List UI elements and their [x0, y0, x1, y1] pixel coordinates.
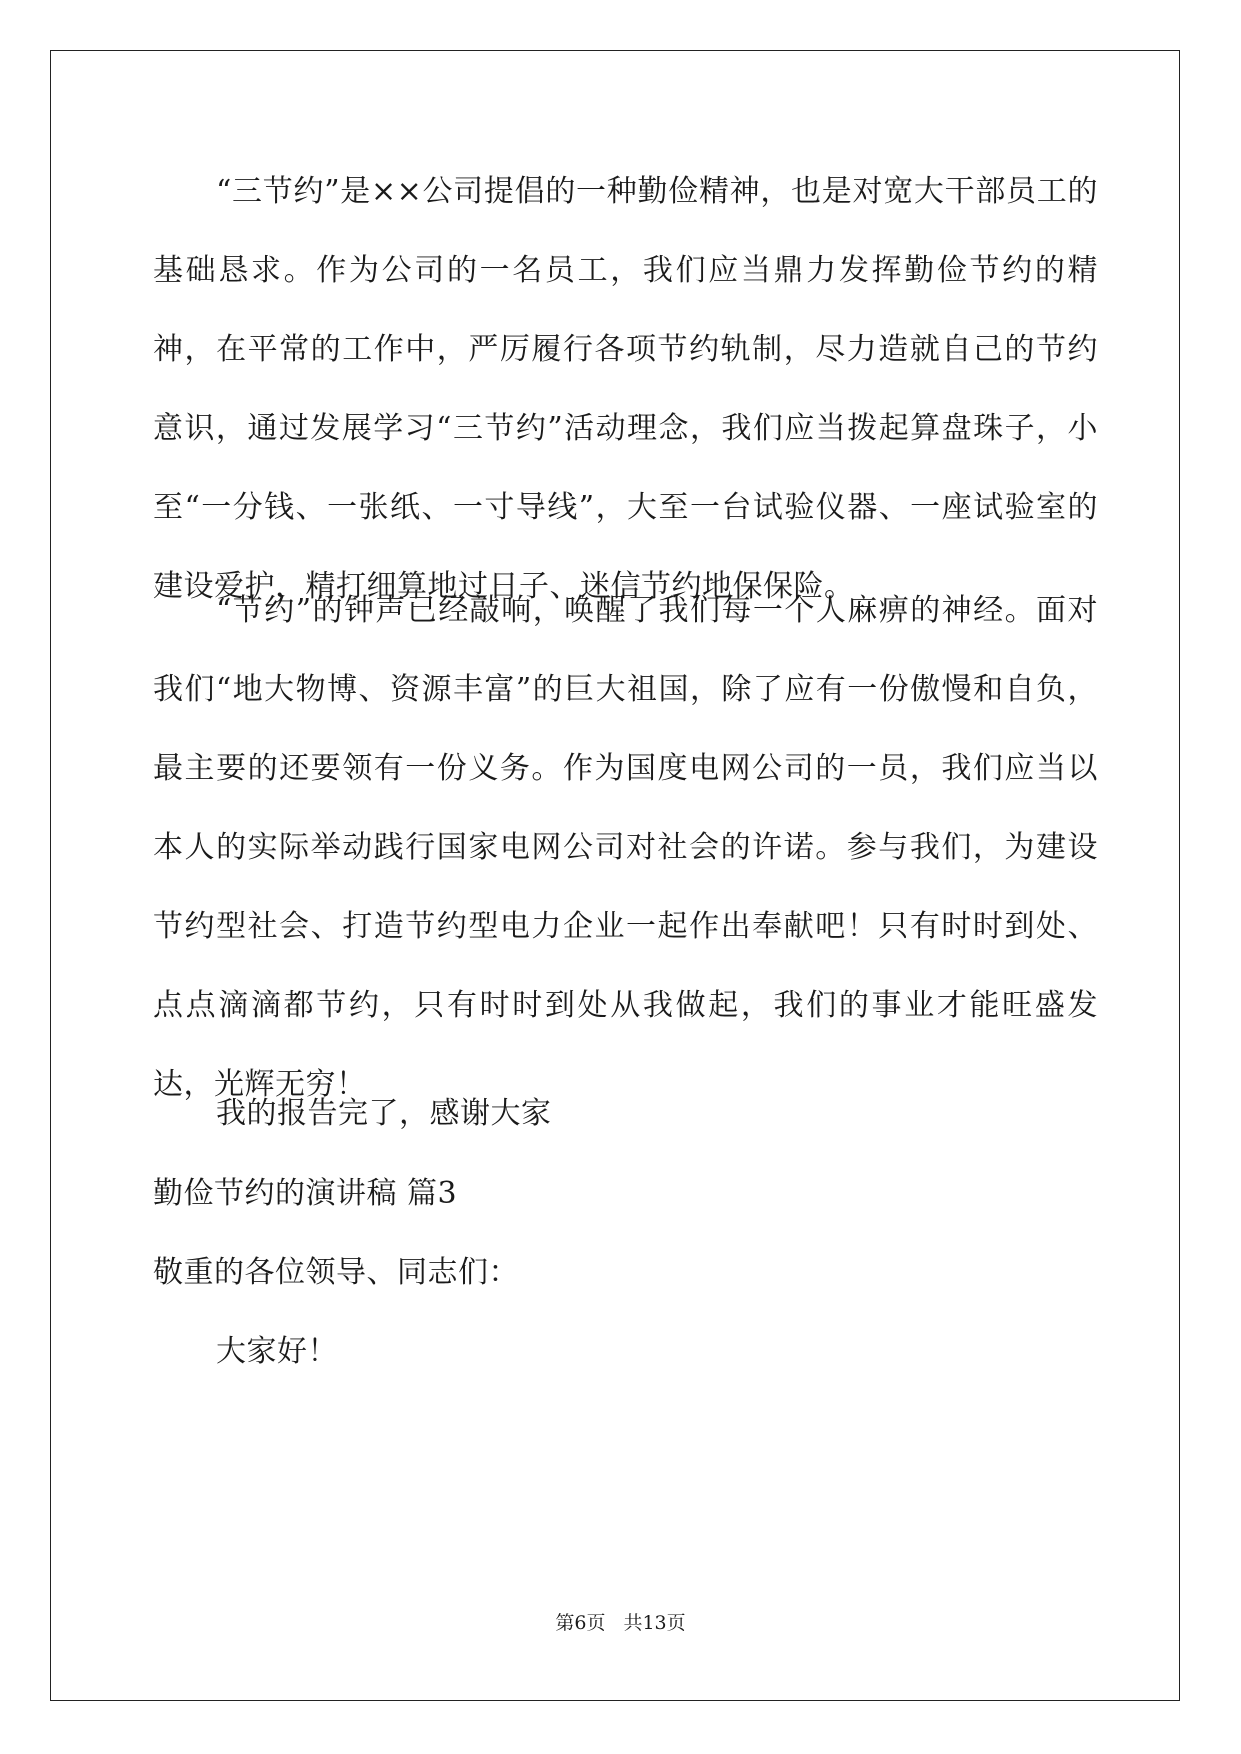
page-number-total: 共13页 — [623, 1612, 686, 1634]
greeting: 大家好！ — [216, 1334, 338, 1369]
closing-line: 我的报告完了，感谢大家 — [216, 1096, 552, 1131]
body-paragraph-2: “节约”的钟声已经敲响，唤醒了我们每一个人麻痹的神经。面对我们“地大物博、资源丰富”的巨大祖国，除了应有一份傲慢和自负，最主要的还要领有一份义务。作为国度电网公司的一员，我们应当以本人的实际举动践行国家电网公司对社会的许诺。参与我们，为建设节约型社会、打造节约型电力企业一起作出奉献吧！只有时时到处、点点滴滴都节约，只有时时到处从我做起，我们的事业才能旺盛发达，光辉无穷！ — [153, 593, 1098, 1102]
section-title: 勤俭节约的演讲稿 篇3 — [153, 1176, 458, 1211]
salutation: 敬重的各位领导、同志们： — [153, 1255, 519, 1290]
page-number-current: 第6页 — [555, 1612, 606, 1634]
body-paragraph-1: “三节约”是××公司提倡的一种勤俭精神，也是对宽大干部员工的基础恳求。作为公司的一名员工，我们应当鼎力发挥勤俭节约的精神，在平常的工作中，严厉履行各项节约轨制，尽力造就自己的节约意识，通过发展学习“三节约”活动理念，我们应当拨起算盘珠子，小至“一分钱、一张纸、一寸导线”，大至一台试验仪器、一座试验室的建设爱护，精打细算地过日子、迷信节约地保保险。 — [153, 174, 1098, 604]
page-footer — [0, 1611, 1241, 1635]
